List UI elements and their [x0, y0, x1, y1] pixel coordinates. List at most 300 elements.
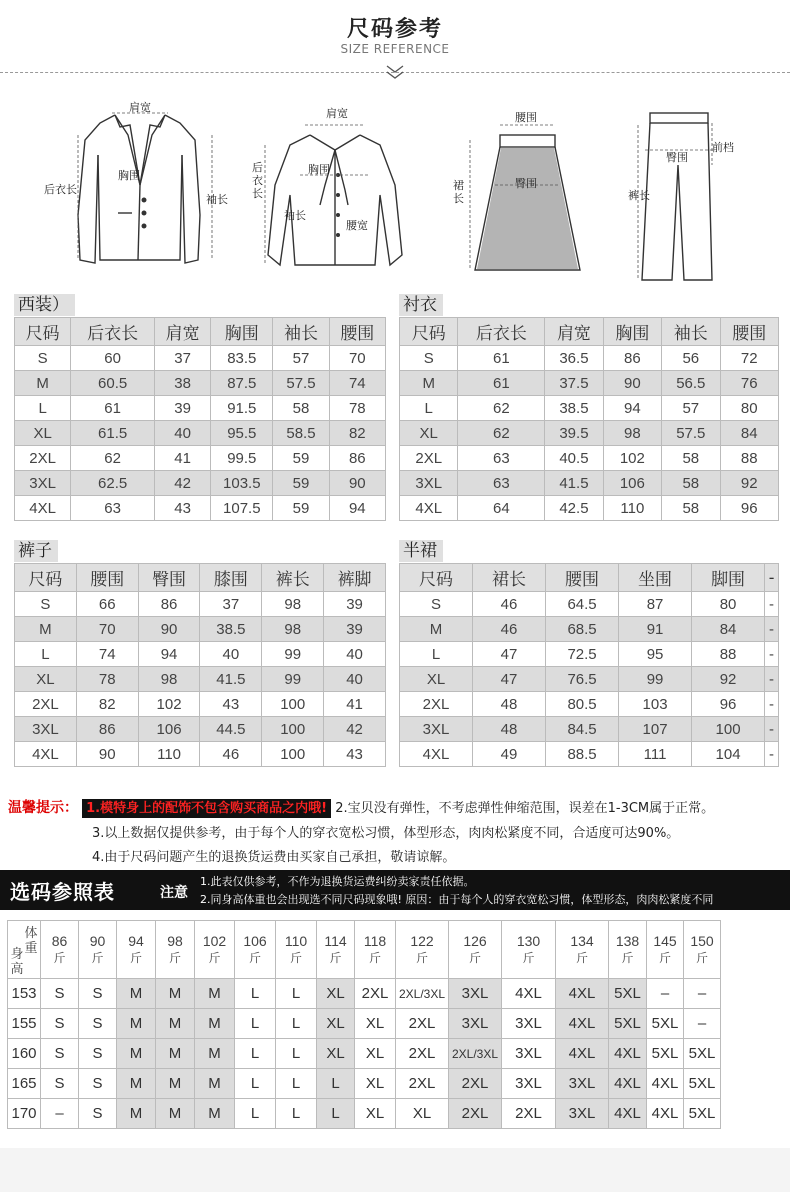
- size-cell: S: [41, 1039, 79, 1069]
- height-cell: 160: [8, 1039, 41, 1069]
- size-cell: XL: [355, 1009, 396, 1039]
- height-cell: 155: [8, 1009, 41, 1039]
- size-cell: 2XL: [396, 1009, 449, 1039]
- table-cell: L: [400, 396, 458, 421]
- column-header: 袖长: [273, 318, 329, 346]
- table-cell: 43: [200, 692, 262, 717]
- table-cell: 3XL: [400, 471, 458, 496]
- table-row: [400, 617, 779, 642]
- column-header: 尺码: [400, 564, 473, 592]
- weight-header: [117, 921, 156, 979]
- table-cell: -: [765, 667, 779, 692]
- table-cell: 88.5: [546, 742, 619, 767]
- size-cell: M: [156, 1099, 195, 1129]
- table-cell: L: [400, 642, 473, 667]
- table-cell: 91: [619, 617, 692, 642]
- table-cell: 84.5: [546, 717, 619, 742]
- size-cell: 2XL/3XL: [449, 1039, 502, 1069]
- size-cell: M: [195, 1039, 235, 1069]
- table-cell: 58: [662, 496, 720, 521]
- column-header: 膝围: [200, 564, 262, 592]
- table-cell: 100: [692, 717, 765, 742]
- size-cell: M: [156, 1009, 195, 1039]
- table-cell: 90: [329, 471, 385, 496]
- size-cell: 2XL: [396, 1039, 449, 1069]
- table-cell: 103.5: [211, 471, 273, 496]
- table-cell: 98: [262, 592, 324, 617]
- weight-value: 130: [516, 932, 541, 949]
- table-header-row: [400, 318, 779, 346]
- table-row: [400, 742, 779, 767]
- column-header: 尺码: [15, 564, 77, 592]
- table-cell: 64.5: [546, 592, 619, 617]
- size-cell: 3XL: [556, 1069, 609, 1099]
- table-cell: 68.5: [546, 617, 619, 642]
- size-cell: 3XL: [556, 1099, 609, 1129]
- column-header: 肩宽: [154, 318, 210, 346]
- weight-value: 150: [690, 932, 714, 949]
- column-header: 裤长: [262, 564, 324, 592]
- table-cell: 46: [200, 742, 262, 767]
- table-row: [8, 1099, 721, 1129]
- table-cell: 72.5: [546, 642, 619, 667]
- reference-note-1: 1.此表仅供参考，不作为退换货运费纠纷卖家责任依据。: [200, 875, 475, 888]
- table-cell: 3XL: [15, 717, 77, 742]
- table-cell: 41: [154, 446, 210, 471]
- table-cell: 61: [458, 346, 545, 371]
- column-header: -: [765, 564, 779, 592]
- table-row: [8, 979, 721, 1009]
- weight-value: 122: [410, 932, 434, 949]
- table-cell: 59: [273, 471, 329, 496]
- column-header: 后衣长: [458, 318, 545, 346]
- table-row: [400, 446, 779, 471]
- table-cell: 95.5: [211, 421, 273, 446]
- size-cell: 2XL/3XL: [396, 979, 449, 1009]
- table-cell: 43: [154, 496, 210, 521]
- table-cell: 39: [154, 396, 210, 421]
- notes-item-2: 2.宝贝没有弹性，不考虑弹性伸缩范围，误差在1-3CM属于正常。: [335, 801, 715, 816]
- table-cell: 102: [603, 446, 661, 471]
- column-header: 腰围: [76, 564, 138, 592]
- table-cell: 86: [329, 446, 385, 471]
- table-cell: 99: [262, 642, 324, 667]
- table-row: [8, 1009, 721, 1039]
- table-cell: 64: [458, 496, 545, 521]
- column-header: 肩宽: [545, 318, 603, 346]
- weight-header: [235, 921, 276, 979]
- column-header: 腰围: [329, 318, 385, 346]
- size-cell: 3XL: [449, 1009, 502, 1039]
- weight-unit: 斤: [415, 950, 428, 965]
- size-cell: S: [41, 1069, 79, 1099]
- table-row: [8, 1039, 721, 1069]
- table-cell: 61: [458, 371, 545, 396]
- table-cell: 4XL: [15, 742, 77, 767]
- table-cell: 2XL: [400, 692, 473, 717]
- table-cell: 82: [76, 692, 138, 717]
- weight-unit: 斤: [129, 950, 142, 965]
- size-cell: 5XL: [647, 1009, 684, 1039]
- weight-value: 118: [363, 932, 387, 949]
- size-cell: L: [276, 1099, 317, 1129]
- size-cell: M: [117, 979, 156, 1009]
- table-row: [15, 667, 386, 692]
- table-cell: -: [765, 642, 779, 667]
- weight-header: [79, 921, 117, 979]
- size-cell: L: [235, 979, 276, 1009]
- table-row: [400, 592, 779, 617]
- size-cell: 4XL: [609, 1099, 647, 1129]
- table-cell: 87.5: [211, 371, 273, 396]
- size-cell: 4XL: [609, 1069, 647, 1099]
- height-cell: 153: [8, 979, 41, 1009]
- size-cell: M: [195, 1099, 235, 1129]
- table-cell: 100: [262, 717, 324, 742]
- size-cell: M: [195, 1069, 235, 1099]
- size-cell: 2XL: [355, 979, 396, 1009]
- table-cell: 63: [71, 496, 155, 521]
- size-cell: XL: [355, 1069, 396, 1099]
- table-cell: 63: [458, 446, 545, 471]
- weight-value: 138: [615, 932, 640, 949]
- waist-label: 腰围: [515, 111, 537, 124]
- shoulder-label: 肩宽: [129, 101, 151, 114]
- back-length-label: 后衣长: [252, 161, 263, 200]
- weight-value: 94: [128, 932, 144, 949]
- column-header: 脚围: [692, 564, 765, 592]
- table-cell: 66: [76, 592, 138, 617]
- table-cell: 63: [458, 471, 545, 496]
- table-cell: 38.5: [545, 396, 603, 421]
- size-cell: L: [317, 1069, 355, 1099]
- column-header: 腰围: [546, 564, 619, 592]
- weight-value: 86: [51, 932, 68, 949]
- table-cell: 37.5: [545, 371, 603, 396]
- corner-height-label: 身高: [10, 946, 24, 976]
- table-cell: 61: [71, 396, 155, 421]
- table-cell: 91.5: [211, 396, 273, 421]
- table-cell: 90: [603, 371, 661, 396]
- size-cell: M: [156, 1039, 195, 1069]
- table-cell: 80: [720, 396, 779, 421]
- size-cell: S: [79, 1039, 117, 1069]
- size-cell: 4XL: [609, 1039, 647, 1069]
- table-cell: -: [765, 617, 779, 642]
- table-cell: 107: [619, 717, 692, 742]
- size-cell: XL: [396, 1099, 449, 1129]
- table-row: [15, 471, 386, 496]
- size-cell: XL: [317, 1009, 355, 1039]
- size-cell: M: [156, 979, 195, 1009]
- table-cell: 40.5: [545, 446, 603, 471]
- weight-header: [609, 921, 647, 979]
- table-cell: -: [765, 742, 779, 767]
- table-row: [400, 642, 779, 667]
- table-cell: M: [400, 617, 473, 642]
- size-cell: S: [79, 1099, 117, 1129]
- table-cell: 41.5: [545, 471, 603, 496]
- suit-diagram: [40, 95, 240, 280]
- skirt-size-table: [399, 563, 779, 767]
- table-cell: 47: [473, 642, 546, 667]
- table-cell: 98: [603, 421, 661, 446]
- table-cell: 4XL: [400, 742, 473, 767]
- table-cell: 106: [138, 717, 200, 742]
- page-title: 尺码参考: [346, 17, 443, 42]
- column-header: 坐围: [619, 564, 692, 592]
- table-cell: 3XL: [400, 717, 473, 742]
- table-row: [15, 371, 386, 396]
- table-cell: S: [400, 346, 458, 371]
- table-cell: 2XL: [15, 692, 77, 717]
- table-cell: 47: [473, 667, 546, 692]
- table-row: [15, 642, 386, 667]
- waist-label: 腰宽: [346, 219, 368, 232]
- chest-label: 胸围: [308, 163, 330, 176]
- table-cell: 98: [138, 667, 200, 692]
- table-cell: 110: [603, 496, 661, 521]
- size-cell: 3XL: [449, 979, 502, 1009]
- table-row: [15, 421, 386, 446]
- size-cell: 4XL: [647, 1099, 684, 1129]
- table-cell: 42: [154, 471, 210, 496]
- table-cell: 38.5: [200, 617, 262, 642]
- table-cell: 44.5: [200, 717, 262, 742]
- table-cell: 62: [458, 396, 545, 421]
- shirt-diagram: [250, 95, 420, 280]
- table-cell: 41: [324, 692, 386, 717]
- size-cell: S: [79, 1009, 117, 1039]
- notes-item-3: 3.以上数据仅提供参考，由于每个人的穿衣宽松习惯，体型形态，肉肉松紧度不同，合适度可达90%。: [92, 826, 680, 841]
- weight-header: [41, 921, 79, 979]
- size-cell: L: [276, 1069, 317, 1099]
- table-cell: 86: [76, 717, 138, 742]
- table-cell: 37: [200, 592, 262, 617]
- table-row: [15, 346, 386, 371]
- table-cell: 58.5: [273, 421, 329, 446]
- table-cell: 62: [71, 446, 155, 471]
- table-cell: 72: [720, 346, 779, 371]
- table-cell: 46: [473, 592, 546, 617]
- size-cell: S: [79, 1069, 117, 1099]
- size-cell: L: [235, 1069, 276, 1099]
- size-cell: XL: [355, 1039, 396, 1069]
- table-header-row: [400, 564, 779, 592]
- size-cell: –: [41, 1099, 79, 1129]
- column-header: 胸围: [603, 318, 661, 346]
- notes-item-4: 4.由于尺码问题产生的退换货运费由买家自己承担，敬请谅解。: [92, 850, 456, 865]
- table-cell: -: [765, 592, 779, 617]
- weight-unit: 斤: [248, 950, 261, 965]
- weight-header: [556, 921, 609, 979]
- table-row: [15, 396, 386, 421]
- table-cell: -: [765, 692, 779, 717]
- weight-header: [396, 921, 449, 979]
- table-cell: 57: [273, 346, 329, 371]
- pants-table-label: 裤子: [14, 540, 58, 562]
- table-cell: 98: [262, 617, 324, 642]
- weight-value: 110: [284, 932, 308, 949]
- reference-title: 选码参照表: [10, 880, 115, 904]
- column-header: 裙长: [473, 564, 546, 592]
- weight-header: [195, 921, 235, 979]
- table-cell: 92: [692, 667, 765, 692]
- table-cell: 58: [662, 446, 720, 471]
- table-cell: 59: [273, 496, 329, 521]
- reference-note-label: 注意: [160, 885, 188, 901]
- table-cell: S: [15, 346, 71, 371]
- table-cell: 94: [329, 496, 385, 521]
- size-cell: L: [276, 979, 317, 1009]
- table-cell: 99.5: [211, 446, 273, 471]
- weight-unit: 斤: [329, 950, 342, 965]
- size-cell: 5XL: [647, 1039, 684, 1069]
- table-cell: 40: [324, 667, 386, 692]
- table-cell: 2XL: [400, 446, 458, 471]
- table-cell: 41.5: [200, 667, 262, 692]
- column-header: 尺码: [15, 318, 71, 346]
- size-cell: 5XL: [609, 1009, 647, 1039]
- size-cell: S: [41, 979, 79, 1009]
- size-cell: 2XL: [396, 1069, 449, 1099]
- bottom-band: [0, 1148, 790, 1192]
- size-cell: M: [117, 1069, 156, 1099]
- table-cell: M: [400, 371, 458, 396]
- weight-header: [276, 921, 317, 979]
- size-cell: XL: [355, 1099, 396, 1129]
- table-cell: 99: [619, 667, 692, 692]
- shirt-size-table: [399, 317, 779, 521]
- weight-header: [449, 921, 502, 979]
- size-cell: –: [684, 1009, 721, 1039]
- size-cell: L: [317, 1099, 355, 1129]
- table-cell: 76: [720, 371, 779, 396]
- size-cell: 4XL: [502, 979, 556, 1009]
- table-row: [400, 692, 779, 717]
- table-row: [400, 371, 779, 396]
- size-cell: 4XL: [556, 1039, 609, 1069]
- reference-note-2: 2.同身高体重也会出现选不同尺码现象哦! 原因：由于每个人的穿衣宽松习惯，体型形态，肉肉松紧度不同: [200, 893, 714, 906]
- size-cell: XL: [317, 979, 355, 1009]
- size-cell: 2XL: [502, 1099, 556, 1129]
- weight-value: 106: [243, 932, 267, 949]
- weight-value: 145: [653, 932, 677, 949]
- table-cell: 100: [262, 742, 324, 767]
- table-cell: 37: [154, 346, 210, 371]
- table-cell: 74: [329, 371, 385, 396]
- notes-warning: 1.模特身上的配饰不包含购买商品之内哦!: [82, 799, 331, 818]
- size-cell: 5XL: [684, 1069, 721, 1099]
- table-cell: 74: [76, 642, 138, 667]
- table-cell: 57.5: [273, 371, 329, 396]
- table-cell: S: [15, 592, 77, 617]
- weight-value: 90: [89, 932, 106, 949]
- size-cell: S: [41, 1009, 79, 1039]
- table-row: [400, 421, 779, 446]
- table-cell: 38: [154, 371, 210, 396]
- table-cell: 94: [138, 642, 200, 667]
- table-cell: 61.5: [71, 421, 155, 446]
- table-cell: XL: [400, 667, 473, 692]
- table-cell: M: [15, 371, 71, 396]
- size-cell: XL: [317, 1039, 355, 1069]
- size-cell: M: [156, 1069, 195, 1099]
- table-cell: 103: [619, 692, 692, 717]
- table-cell: 56: [662, 346, 720, 371]
- corner-cell: [8, 921, 41, 979]
- hip-label: 臀围: [515, 177, 537, 190]
- column-header: 袖长: [662, 318, 720, 346]
- table-cell: M: [15, 617, 77, 642]
- table-cell: 90: [138, 617, 200, 642]
- size-cell: 2XL: [449, 1069, 502, 1099]
- table-row: [15, 742, 386, 767]
- pants-length-label: 裤长: [628, 189, 650, 202]
- size-cell: L: [276, 1039, 317, 1069]
- weight-header: [502, 921, 556, 979]
- size-cell: 3XL: [502, 1039, 556, 1069]
- table-row: [8, 1069, 721, 1099]
- weight-header: [317, 921, 355, 979]
- table-cell: 3XL: [15, 471, 71, 496]
- table-cell: -: [765, 717, 779, 742]
- table-cell: 40: [324, 642, 386, 667]
- weight-unit: 斤: [53, 950, 66, 965]
- size-cell: 2XL: [449, 1099, 502, 1129]
- height-cell: 165: [8, 1069, 41, 1099]
- table-cell: 84: [692, 617, 765, 642]
- weight-value: 134: [570, 932, 594, 949]
- size-cell: M: [195, 1009, 235, 1039]
- shoulder-label: 肩宽: [326, 107, 348, 120]
- table-cell: 82: [329, 421, 385, 446]
- suit-table-label: 西装）: [14, 294, 75, 316]
- size-cell: S: [79, 979, 117, 1009]
- weight-unit: 斤: [695, 950, 708, 965]
- size-cell: 5XL: [609, 979, 647, 1009]
- size-cell: 3XL: [502, 1009, 556, 1039]
- size-cell: L: [235, 1099, 276, 1129]
- chest-label: 胸围: [118, 169, 140, 182]
- table-cell: 84: [720, 421, 779, 446]
- weight-value: 126: [463, 932, 487, 949]
- table-row: [400, 667, 779, 692]
- pants-size-table: [14, 563, 386, 767]
- table-row: [15, 617, 386, 642]
- table-cell: L: [15, 396, 71, 421]
- table-cell: 110: [138, 742, 200, 767]
- table-cell: 59: [273, 446, 329, 471]
- table-row: [400, 717, 779, 742]
- table-cell: 95: [619, 642, 692, 667]
- table-cell: 43: [324, 742, 386, 767]
- size-cell: 4XL: [556, 1009, 609, 1039]
- weight-unit: 斤: [368, 950, 381, 965]
- height-cell: 170: [8, 1099, 41, 1129]
- table-cell: 46: [473, 617, 546, 642]
- shirt-table-label: 衬衣: [399, 294, 443, 316]
- table-cell: 102: [138, 692, 200, 717]
- table-cell: 40: [154, 421, 210, 446]
- weight-header: [647, 921, 684, 979]
- skirt-diagram: [445, 95, 595, 280]
- weight-header: [156, 921, 195, 979]
- size-cell: 4XL: [556, 979, 609, 1009]
- weight-unit: 斤: [168, 950, 181, 965]
- reference-size-table: [7, 920, 721, 1129]
- column-header: 臀围: [138, 564, 200, 592]
